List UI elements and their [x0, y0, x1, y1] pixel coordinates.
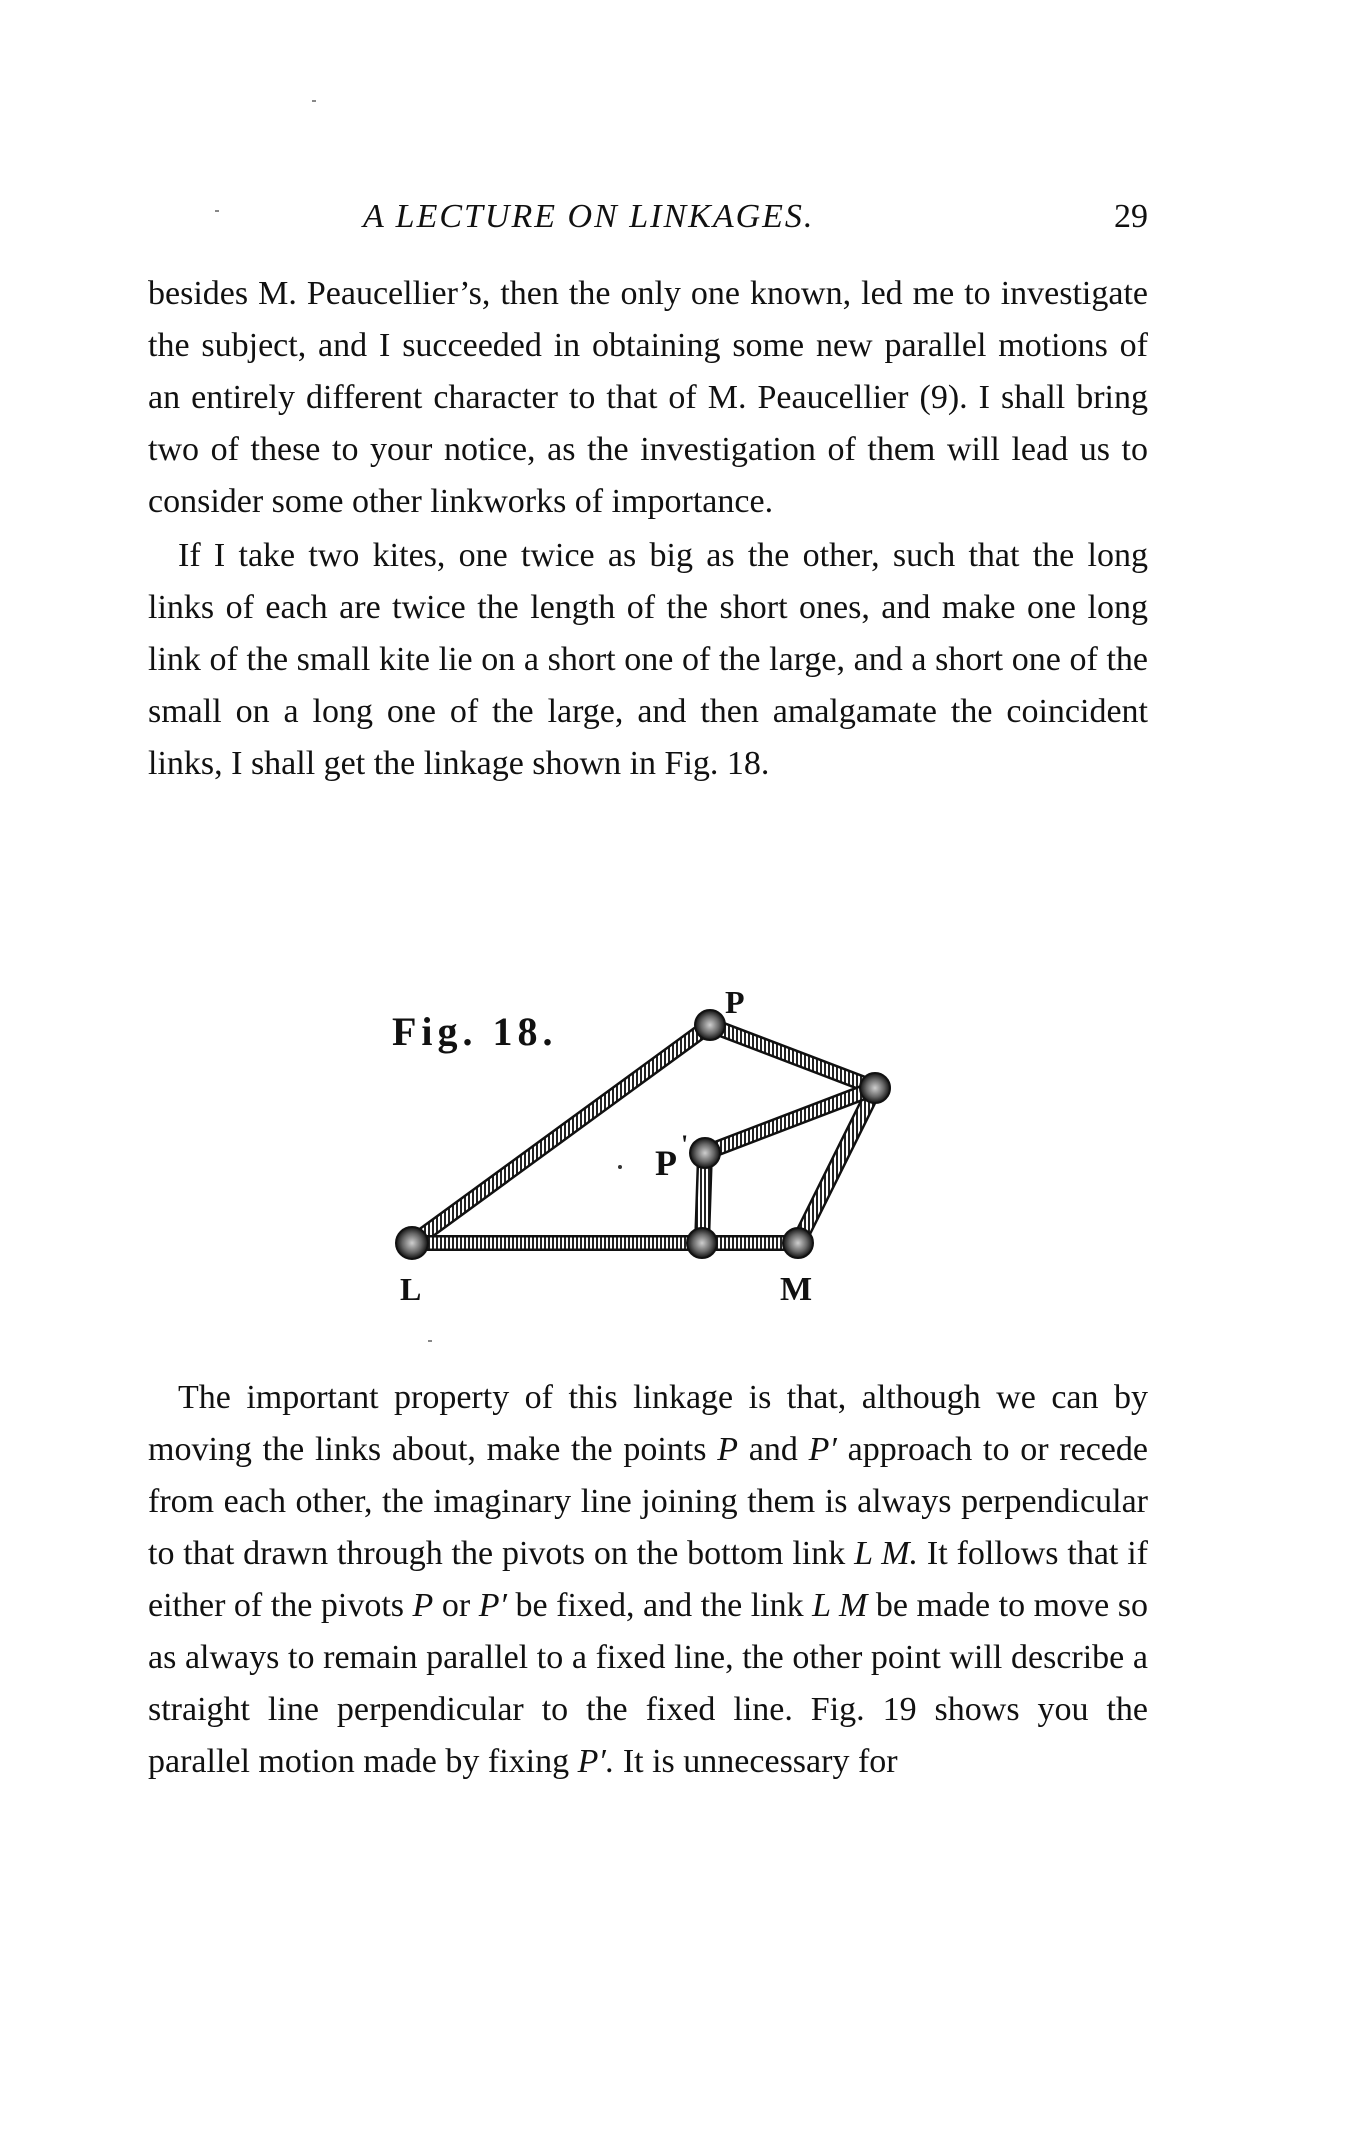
label-p-prime: P [655, 1143, 677, 1183]
math-variable: P′. [577, 1743, 615, 1780]
text-block-bottom [148, 1372, 1148, 1788]
text-run: It is unnecessary for [614, 1743, 898, 1780]
page-number: 29 [1114, 198, 1148, 235]
text-run: The important property of this linkage is that, although we can by moving the links about, make the points [148, 1379, 1148, 1468]
text-run: or [433, 1587, 479, 1624]
pivot-p [695, 1010, 725, 1040]
text-run: It follows that if either of the pivots [148, 1535, 1148, 1624]
text-run: approach to or recede from each other, the imaginary line joining them is always perpendicular to that drawn through the pivots on the bottom link [148, 1431, 1148, 1572]
running-title: A LECTURE ON LINKAGES. [363, 198, 815, 235]
pivot-q [860, 1073, 890, 1103]
figure-18 [380, 975, 920, 1335]
label-prime-mark: ' [681, 1130, 689, 1159]
pivot-l [396, 1227, 428, 1259]
math-variable: P [717, 1431, 739, 1468]
label-m: M [780, 1271, 813, 1308]
math-variable: P′ [478, 1587, 507, 1624]
label-l: L [400, 1271, 422, 1307]
text-block-top [148, 268, 1148, 790]
math-variable: L M [812, 1587, 868, 1624]
link-p-q [710, 1025, 875, 1088]
text-run: be made to move so as always to remain parallel to a fixed line, the other point will describe a straight line perpendicular to the fixed line. Fig. 19 shows you the parallel motion made by fixing [148, 1587, 1148, 1780]
pivot-n [687, 1228, 717, 1258]
running-head [148, 192, 1148, 242]
text-run: be fixed, and the link [506, 1587, 813, 1624]
scan-speck [312, 100, 316, 102]
pivot-m [783, 1228, 813, 1258]
linkage-diagram [380, 975, 920, 1335]
math-variable: P′ [808, 1431, 837, 1468]
pivot-pprime [690, 1138, 720, 1168]
paragraph-3 [148, 1372, 1148, 1788]
link-l-p [412, 1025, 710, 1243]
figure-caption: Fig. 18. [392, 1009, 558, 1054]
math-variable: L M. [854, 1535, 919, 1572]
text-run: and [738, 1431, 809, 1468]
math-variable: P [412, 1587, 434, 1624]
paragraph-2: If I take two kites, one twice as big as the other, such that the long links of each are twice the length of the short ones, and make one long link of the small kite lie on a short one of the large, and a short one of the small on a long one of the large, and then amalgamate the coincident links, I shall get the linkage shown in Fig. 18. [148, 537, 1148, 782]
paragraph-1: besides M. Peaucellier’s, then the only one known, led me to investigate the subject, and I succeeded in obtaining some new parallel motions of an entirely different character to that of M. Peaucellier (9). I shall bring two of these to your notice, as the investigation of them will lead us to consider some other linkworks of importance. [148, 275, 1148, 520]
figure-dot [618, 1165, 622, 1169]
label-p: P [725, 984, 745, 1020]
scan-speck [215, 210, 219, 212]
scan-speck [428, 1340, 432, 1342]
